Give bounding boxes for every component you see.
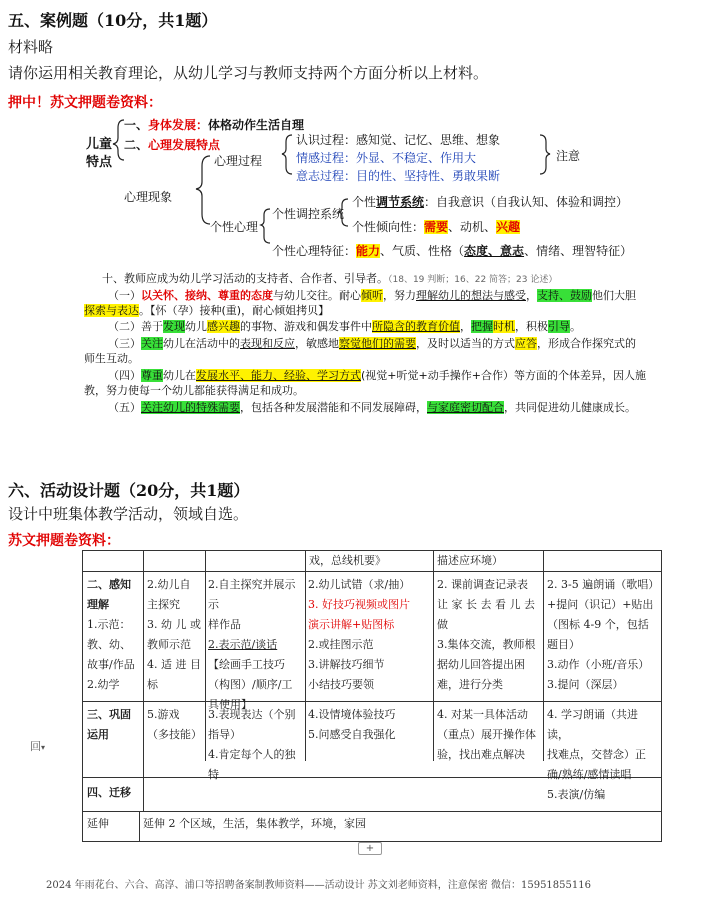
table-cell: 5.游戏 （多技能） xyxy=(147,708,202,741)
table-row-head-transfer: 四、迁移 xyxy=(87,786,131,799)
mindmap-psych-process: 心理过程 xyxy=(214,154,263,168)
section6-heading: 六、活动设计题（20分，共1题） xyxy=(8,481,250,500)
notes-line-2: （二）善于发现幼儿感兴趣的事物、游戏和偶发事件中所隐含的教育价值，把握时机，积极引导。 xyxy=(108,320,581,333)
table-cell: 4. 学习朗诵（共进读， 找难点，交替念）正 确/熟练/感情读唱 5.表演/仿编 xyxy=(547,708,646,801)
table-row-head-perceive: 二、感知 理解 1.示范： 教、幼、 故事/作品 2.幼学 xyxy=(87,578,135,691)
table-cell: 3.表现表达（个别 指导） 4.肯定每个人的独 特 xyxy=(208,708,296,781)
mindmap-root: 儿童 特点 xyxy=(86,137,113,170)
table-cell: 2.幼儿自 主探究 3. 幼 儿 或 教师示范 4. 适 进 目 标 xyxy=(147,578,201,691)
notes-line-10: 十、教师应成为幼儿学习活动的支持者、合作者、引导者。（18、19 判断；16、22 简答；23 论述） xyxy=(102,272,558,285)
notes-line-5: （五）关注幼儿的特殊需要，包括各种发展潜能和不同发展障碍，与家庭密切配合，共同促进幼儿健康成长。 xyxy=(108,401,636,414)
section5-material: 材料略 xyxy=(8,38,54,56)
table-cell: 4. 对某一具体活动 （重点）展开操作体 验，找出难点解决 xyxy=(437,708,536,761)
mindmap-cog: 认识过程：感知觉、记忆、思维、想象 xyxy=(296,133,501,147)
mindmap-reg-sys: 个性调控系统 xyxy=(272,207,345,221)
table-row-head-consolidate: 三、巩固 运用 xyxy=(87,708,131,741)
section5-prompt: 请你运用相关教育理论，从幼儿学习与教师支持两个方面分析以上材料。 xyxy=(8,64,489,82)
table-cell: 2. 3-5 遍朗诵（歌唱） +提问（识记）+贴出 （图标 4-9 个，包括 题目） 3.动作（小班/音乐） 3.提问（深层） xyxy=(547,578,659,691)
section6-prompt: 设计中班集体教学活动，领域自选。 xyxy=(8,505,249,523)
section5-heading: 五、案例题（10分，共1题） xyxy=(8,11,218,30)
mindmap-will: 意志过程：目的性、坚持性、勇敢果断 xyxy=(296,169,501,183)
mindmap-reg-self: 个性调节系统：自我意识（自我认知、体验和调控） xyxy=(352,195,629,209)
notes-line-4b: 教，努力使每一个幼儿都能获得满足和成功。 xyxy=(84,384,304,397)
mindmap-tendency: 个性倾向性：需要、动机、兴趣 xyxy=(352,220,521,234)
table-top-fragment: 描述应环境） xyxy=(437,554,503,567)
mindmap-psych-phen: 心理现象 xyxy=(124,190,173,204)
page-footer: 2024 年雨花台、六合、高淳、浦口等招聘备案制教师资料——活动设计 苏文刘老师资料，注意保密 微信：15951855116 xyxy=(46,880,591,891)
table-cell: 4.设情境体验技巧 5.问感受自我强化 xyxy=(308,708,396,741)
lesson-table xyxy=(82,550,662,842)
section6-press-label: 苏文押题卷资料： xyxy=(8,533,120,549)
mindmap-body-dev: 一、身体发展：体格动作生活自理 xyxy=(124,118,305,132)
chevron-down-icon: ▾ xyxy=(41,743,46,752)
notes-line-4: （四）尊重幼儿在发展水平、能力、经验、学习方式(视觉+听觉+动手操作+合作）等方面的个体差异，因人施 xyxy=(108,369,646,382)
notes-line-3b: 师生互动。 xyxy=(84,352,139,365)
section5-press-label: 押中！苏文押题卷资料： xyxy=(8,95,162,111)
table-top-fragment: 戏，总线机要》 xyxy=(309,554,386,567)
mindmap-attention: 注意 xyxy=(556,149,581,163)
table-cell: 2. 课前调查记录表 让 家 长 去 看 儿 去 做 3.集体交流，教师根 据幼儿回答提出困 难，进行分类 xyxy=(437,578,536,691)
side-marker: 回▾ xyxy=(30,740,46,753)
notes-line-1b: 探索与表达。【怀（孕）接种(重)，耐心倾姐拷贝】 xyxy=(84,304,330,317)
add-row-button[interactable]: + xyxy=(358,842,382,855)
table-cell: 2.幼儿试错（求/抽） 3. 好技巧视频或图片 演示讲解+贴图标 2.或挂图示范 3.讲解技巧细节 小结技巧要领 xyxy=(308,578,411,691)
mindmap-features: 个性心理特征：能力、气质、性格（态度、意志、情绪、理智特征） xyxy=(272,244,633,258)
mindmap-personality: 个性心理 xyxy=(210,220,259,234)
mindmap-psych-dev: 二、心理发展特点 xyxy=(124,138,221,152)
notes-line-1: （一）以关怀、接纳、尊重的态度与幼儿交往。耐心倾听，努力理解幼儿的想法与感受，支持、鼓励他们大胆 xyxy=(108,289,636,302)
table-ext-label: 延伸 xyxy=(87,817,109,830)
mindmap-emo: 情感过程：外显、不稳定、作用大 xyxy=(296,151,477,165)
table-ext-text: 延伸 2 个区域，生活，集体教学，环境，家园 xyxy=(143,817,366,830)
notes-line-3: （三）关注幼儿在活动中的表现和反应，敏感地察觉他们的需要，及时以适当的方式应答，形成合作探究式的 xyxy=(108,337,636,350)
table-cell: 2.自主探究并展示示 样作品 2.表示范/谈话 【绘画手工技巧 （构图）/顺序/工 具使用】 xyxy=(208,578,296,711)
